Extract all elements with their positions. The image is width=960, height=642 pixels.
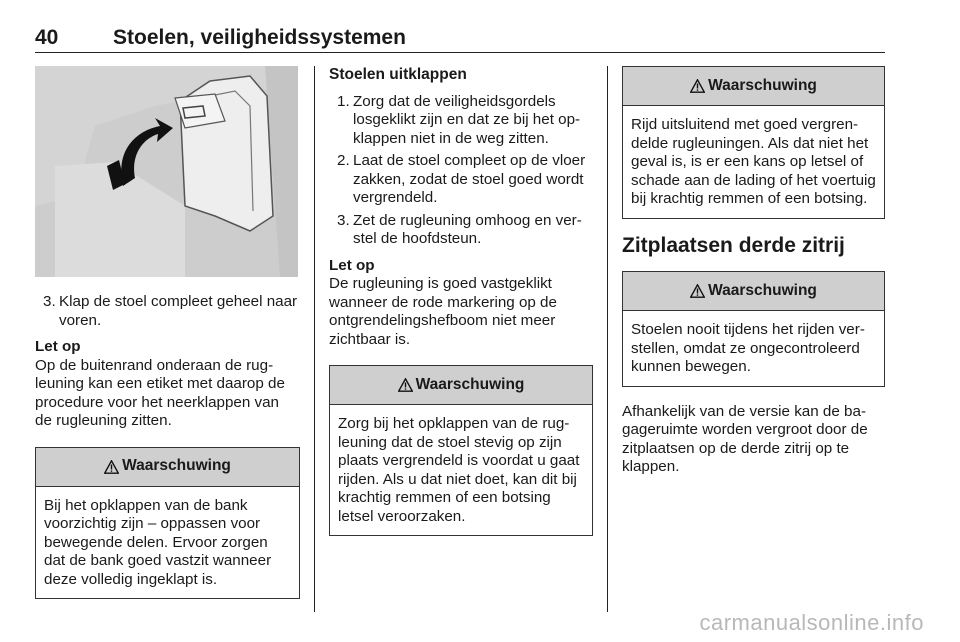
warning-header: Waarschuwing xyxy=(623,67,884,106)
warning-triangle-icon xyxy=(690,284,705,298)
warning-box xyxy=(622,271,885,387)
note-title: Let op xyxy=(329,256,375,274)
column-divider xyxy=(607,66,608,612)
note-title: Let op xyxy=(35,338,81,355)
body-paragraph: Afhankelijk van de versie kan de bagageruimte worden vergroot door de zitplaatsen op de derde zitrij op te klappen. xyxy=(622,402,868,475)
section-heading: Zitplaatsen derde zitrij xyxy=(622,233,845,257)
note-text: De rugleuning is goed vastgeklikt wanneer de rode markering op de ontgrendelingshefboom niet meer zichtbaar is. xyxy=(329,275,557,348)
list-item: 3. Klap de stoel compleet geheel naar voren. xyxy=(43,293,298,329)
page-number: 40 xyxy=(35,26,59,49)
column-middle xyxy=(329,66,593,536)
warning-text: Stoelen nooit tijdens het rijden verstellen, omdat ze ongecontroleerd kunnen bewegen. xyxy=(631,321,865,375)
page-title: Stoelen, veiligheidssystemen xyxy=(113,26,406,49)
column-left xyxy=(35,66,300,599)
warning-triangle-icon xyxy=(398,378,413,392)
list-item: 2. Laat de stoel compleet op de vloer zakken, zodat de stoel goed wordt vergrendeld. xyxy=(337,152,586,206)
warning-header: Waarschuwing xyxy=(36,448,299,487)
watermark: carmanualsonline.info xyxy=(699,610,924,635)
seat-fold-illustration xyxy=(35,66,298,277)
section-heading: Stoelen uitklappen xyxy=(329,66,467,83)
warning-text: Rijd uitsluitend met goed vergrendelde rugleuningen. Als dat niet het geval is, is er een kans op letsel of schade aan de lading of het voertuig bij krachtig remmen of een botsing. xyxy=(631,116,876,207)
warning-text: Bij het opklappen van de bank voorzichtig zijn – oppassen voor bewegende delen. Ervoor zorgen dat de bank goed vastzit wanneer deze volledig ingeklapt is. xyxy=(44,496,272,588)
warning-triangle-icon xyxy=(690,79,705,93)
note xyxy=(329,257,593,350)
page-header xyxy=(35,26,885,53)
warning-text: Zorg bij het opklappen van de rugleuning dat de stoel stevig op zijn plaats vergrendeld is voordat u gaat rijden. Als u dat niet doet, kan dit bij krachtig remmen of een botsing letsel veroorzaken. xyxy=(338,415,580,525)
note xyxy=(35,338,300,431)
warning-header: Waarschuwing xyxy=(623,272,884,311)
warning-box xyxy=(622,66,885,219)
steps-list xyxy=(329,93,593,249)
column-divider xyxy=(314,66,315,612)
warning-box xyxy=(329,365,593,536)
warning-triangle-icon xyxy=(104,460,119,474)
note-text: Op de buitenrand onderaan de rugleuning kan een etiket met daarop de procedure voor het neerklappen van de rugleuning zitten. xyxy=(35,356,285,429)
warning-header: Waarschuwing xyxy=(330,366,592,405)
column-right xyxy=(622,66,885,477)
list-item: 3. Zet de rugleuning omhoog en verstel de hoofdsteun. xyxy=(337,211,582,247)
list-item: 1. Zorg dat de veiligheidsgordels losgeklikt zijn en dat ze bij het opklappen niet in de weg zitten. xyxy=(337,92,581,147)
warning-box xyxy=(35,447,300,600)
